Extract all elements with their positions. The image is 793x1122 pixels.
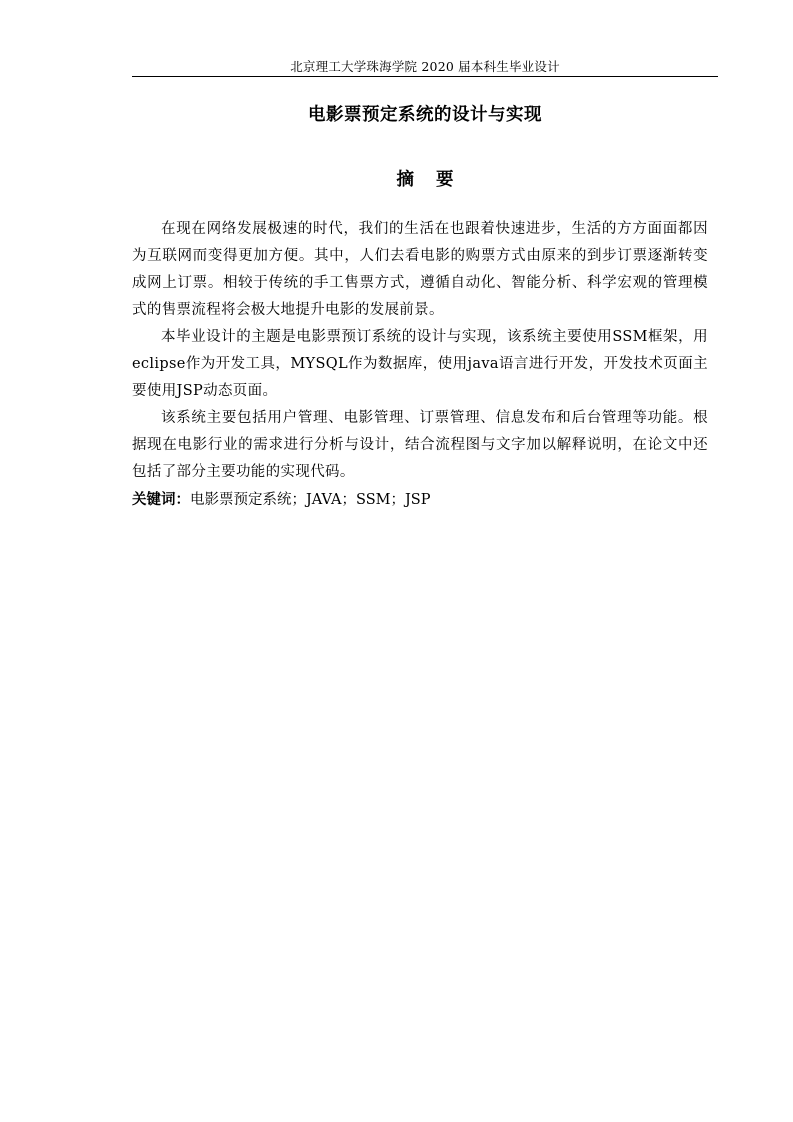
abstract-paragraph-1: 在现在网络发展极速的时代，我们的生活在也跟着快速进步，生活的方方面面都因为互联网而变得更加方便。其中，人们去看电影的购票方式由原来的到步订票逐渐转变成网上订票。相较于传统的手工售票方式，遵循自动化、智能分析、科学宏观的管理模式的售票流程将会极大地提升电影的发展前景。 <box>132 221 708 318</box>
abstract-body <box>132 216 708 514</box>
keywords-value: 电影票预定系统；JAVA；SSM；JSP <box>190 492 431 508</box>
keywords-line <box>132 486 708 514</box>
keywords-label: 关键词： <box>132 491 190 508</box>
abstract-paragraph-2: 本毕业设计的主题是电影票预订系统的设计与实现，该系统主要使用SSM框架，用eclipse作为开发工具，MYSQL作为数据库，使用java语言进行开发，开发技术页面主要使用JSP动态页面。 <box>132 329 708 399</box>
header-rule <box>132 76 718 77</box>
abstract-heading: 摘要 <box>396 170 476 190</box>
abstract-paragraph-3: 该系统主要包括用户管理、电影管理、订票管理、信息发布和后台管理等功能。根据现在电影行业的需求进行分析与设计，结合流程图与文字加以解释说明，在论文中还包括了部分主要功能的实现代码。 <box>132 410 708 480</box>
running-header: 北京理工大学珠海学院 2020 届本科生毕业设计 <box>290 59 560 74</box>
document-title: 电影票预定系统的设计与实现 <box>308 105 542 125</box>
